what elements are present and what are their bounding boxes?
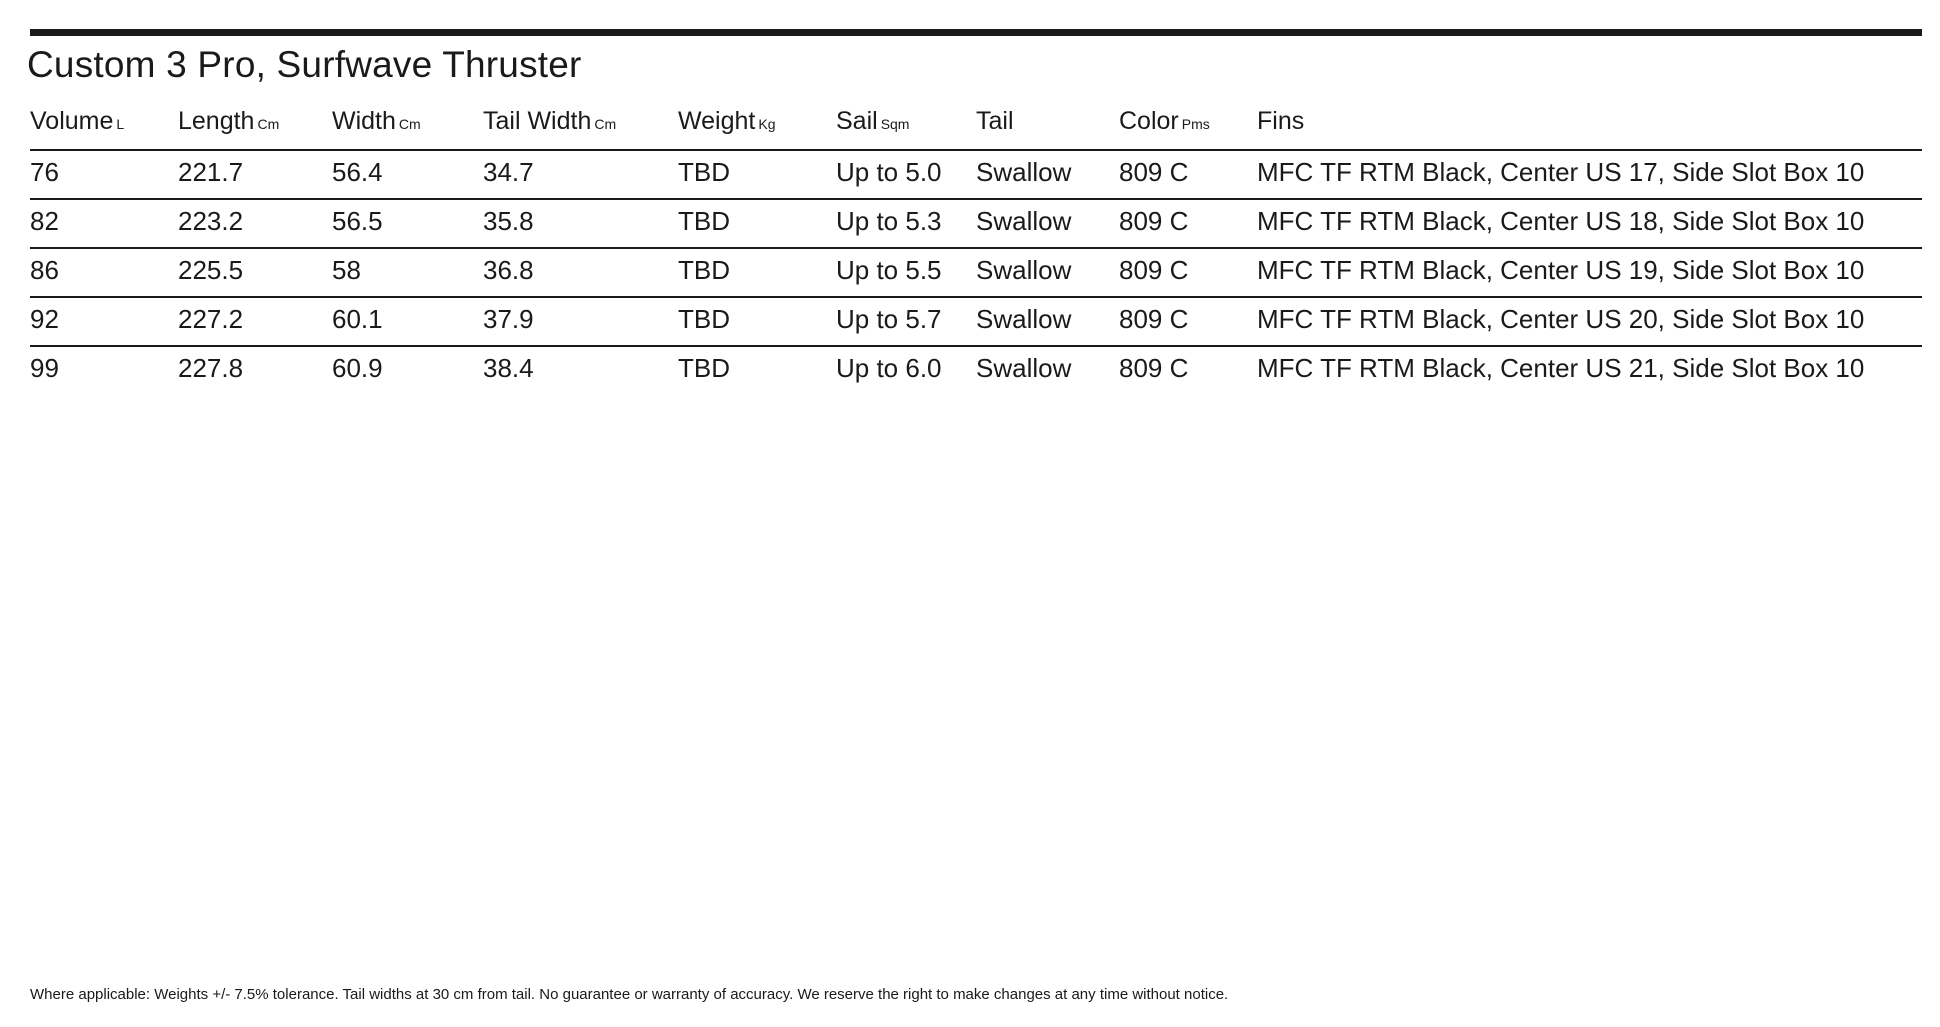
cell-weight: TBD (678, 255, 730, 285)
cell-weight: TBD (678, 157, 730, 187)
cell-fins: MFC TF RTM Black, Center US 19, Side Slot Box 10 (1257, 255, 1865, 285)
cell-color: 809 C (1119, 206, 1189, 236)
cell-fins: MFC TF RTM Black, Center US 17, Side Slot Box 10 (1257, 157, 1865, 187)
cell-sail: Up to 6.0 (836, 353, 942, 383)
cell-color: 809 C (1119, 353, 1189, 383)
column-header-weight: Weight Kg (678, 107, 776, 135)
cell-color: 809 C (1119, 304, 1189, 334)
cell-volume: 99 (30, 353, 59, 383)
cell-weight: TBD (678, 304, 730, 334)
table-row (30, 347, 1922, 394)
cell-tail: Swallow (976, 353, 1072, 383)
top-rule (30, 29, 1922, 36)
column-header-width: Width Cm (332, 107, 421, 135)
cell-tail: Swallow (976, 157, 1072, 187)
cell-fins: MFC TF RTM Black, Center US 18, Side Slot Box 10 (1257, 206, 1865, 236)
table-row (30, 298, 1922, 347)
cell-width: 56.5 (332, 206, 383, 236)
table-row (30, 200, 1922, 249)
cell-volume: 92 (30, 304, 59, 334)
cell-width: 56.4 (332, 157, 383, 187)
cell-width: 60.1 (332, 304, 383, 334)
spec-table (30, 103, 1922, 394)
cell-fins: MFC TF RTM Black, Center US 21, Side Slot Box 10 (1257, 353, 1865, 383)
cell-length: 225.5 (178, 255, 244, 285)
column-header-volume: Volume L (30, 107, 125, 135)
cell-length: 223.2 (178, 206, 244, 236)
cell-color: 809 C (1119, 157, 1189, 187)
cell-width: 60.9 (332, 353, 383, 383)
cell-sail: Up to 5.7 (836, 304, 942, 334)
cell-sail: Up to 5.3 (836, 206, 942, 236)
footnote: Where applicable: Weights +/- 7.5% tolerance. Tail widths at 30 cm from tail. No guarantee or warranty of accuracy. We reserve the right to make changes at any time without notice. (30, 986, 1229, 1003)
table-header-row (30, 103, 1922, 151)
column-header-length: Length Cm (178, 107, 280, 135)
column-header-tail-width: Tail Width Cm (483, 107, 617, 135)
cell-length: 227.8 (178, 353, 244, 383)
cell-tail-width: 36.8 (483, 255, 534, 285)
cell-fins: MFC TF RTM Black, Center US 20, Side Slot Box 10 (1257, 304, 1865, 334)
cell-tail: Swallow (976, 206, 1072, 236)
column-header-fins: Fins (1257, 107, 1305, 135)
column-header-color: Color Pms (1119, 107, 1210, 135)
cell-volume: 86 (30, 255, 59, 285)
column-header-tail: Tail (976, 107, 1014, 135)
cell-tail: Swallow (976, 255, 1072, 285)
cell-tail-width: 35.8 (483, 206, 534, 236)
table-row (30, 151, 1922, 200)
cell-weight: TBD (678, 206, 730, 236)
table-row (30, 249, 1922, 298)
cell-tail: Swallow (976, 304, 1072, 334)
cell-volume: 82 (30, 206, 59, 236)
cell-length: 221.7 (178, 157, 244, 187)
cell-volume: 76 (30, 157, 59, 187)
column-header-sail: Sail Sqm (836, 107, 910, 135)
cell-tail-width: 38.4 (483, 353, 534, 383)
cell-sail: Up to 5.0 (836, 157, 942, 187)
cell-color: 809 C (1119, 255, 1189, 285)
cell-tail-width: 34.7 (483, 157, 534, 187)
cell-length: 227.2 (178, 304, 244, 334)
cell-sail: Up to 5.5 (836, 255, 942, 285)
cell-width: 58 (332, 255, 361, 285)
cell-weight: TBD (678, 353, 730, 383)
cell-tail-width: 37.9 (483, 304, 534, 334)
page-title: Custom 3 Pro, Surfwave Thruster (27, 44, 582, 85)
